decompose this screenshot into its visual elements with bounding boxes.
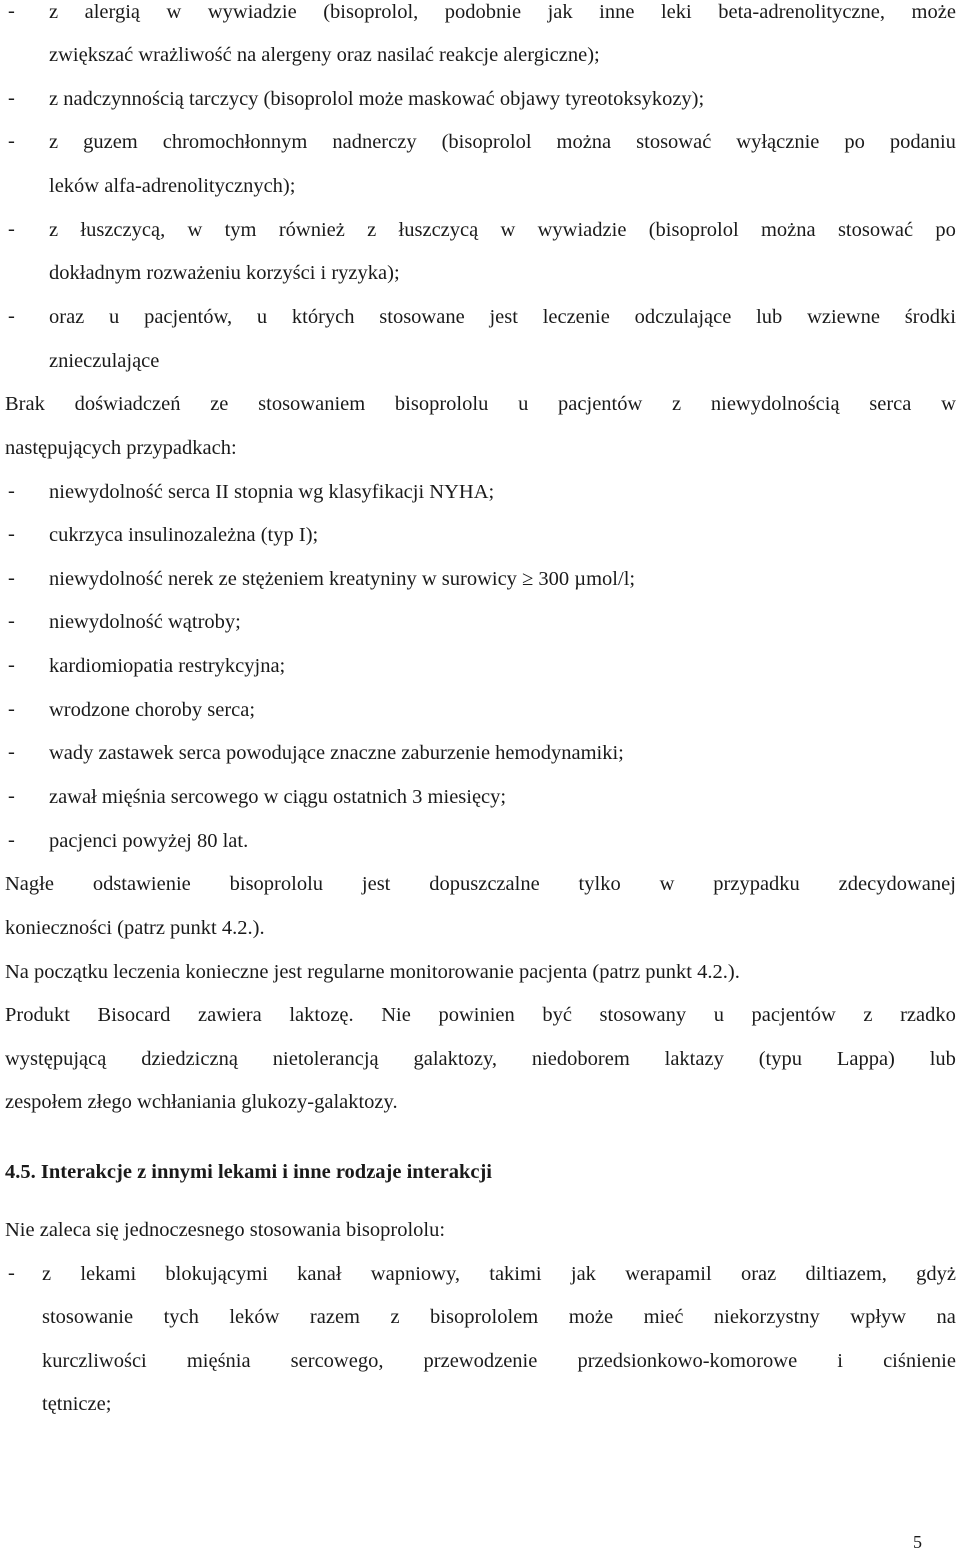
- word: nietolerancją: [272, 1048, 379, 1070]
- word: przypadku: [713, 873, 800, 895]
- word: stosowane: [379, 306, 465, 328]
- word: leczenie: [542, 306, 610, 328]
- word: wywiadzie: [537, 219, 627, 241]
- word: inne: [599, 1, 635, 23]
- list-item: niewydolność nerek ze stężeniem kreatyniny w surowicy ≥ 300 µmol/l;: [49, 568, 636, 590]
- list-dash: -: [8, 567, 15, 589]
- word: z: [42, 1263, 52, 1285]
- list-item: niewydolność serca II stopnia wg klasyfikacji NYHA;: [49, 481, 495, 503]
- list-dash: -: [8, 130, 15, 152]
- list-item-line: leków alfa-adrenolitycznych);: [49, 175, 296, 197]
- list-item: cukrzyca insulinozależna (typ I);: [49, 524, 319, 546]
- word: w: [500, 219, 516, 241]
- word: stosowany: [599, 1004, 687, 1026]
- word: po: [935, 219, 956, 241]
- word: podaniu: [889, 131, 956, 153]
- word: blokującymi: [165, 1263, 268, 1285]
- word: serca: [869, 393, 912, 415]
- word: wapniowy,: [370, 1263, 460, 1285]
- word: (bisoprolol,: [323, 1, 419, 23]
- word: nadnerczy: [332, 131, 417, 153]
- word: z: [49, 131, 59, 153]
- word: z: [672, 393, 682, 415]
- paragraph-line: [5, 1003, 956, 1027]
- word: mięśnia: [186, 1350, 251, 1372]
- word: u: [713, 1004, 724, 1026]
- list-item-line: [49, 218, 956, 242]
- word: z: [390, 1306, 400, 1328]
- word: lekami: [80, 1263, 137, 1285]
- word: występującą: [5, 1048, 107, 1070]
- word: (bisoprolol: [648, 219, 739, 241]
- word: sercowego,: [290, 1350, 384, 1372]
- word: jak: [570, 1263, 596, 1285]
- word: alergią: [84, 1, 141, 23]
- word: bisoprololem: [430, 1306, 539, 1328]
- word: podobnie: [444, 1, 522, 23]
- word: guzem: [83, 131, 138, 153]
- list-dash: -: [8, 698, 15, 720]
- word: można: [760, 219, 816, 241]
- word: Brak: [5, 393, 45, 415]
- list-dash: -: [8, 610, 15, 632]
- word: rzadko: [900, 1004, 956, 1026]
- list-dash: -: [8, 305, 15, 327]
- word: oraz: [49, 306, 85, 328]
- word: wywiadzie: [207, 1, 297, 23]
- list-dash: -: [8, 1262, 15, 1284]
- word: jest: [361, 873, 391, 895]
- word: Lappa): [836, 1048, 895, 1070]
- section-heading: 4.5. Interakcje z innymi lekami i inne rodzaje interakcji: [5, 1161, 493, 1183]
- list-item: zawał mięśnia sercowego w ciągu ostatnich 3 miesięcy;: [49, 786, 507, 808]
- word: po: [844, 131, 865, 153]
- paragraph-line: zespołem złego wchłaniania glukozy-galaktozy.: [5, 1091, 398, 1113]
- word: galaktozy,: [413, 1048, 497, 1070]
- word: chromochłonnym: [162, 131, 308, 153]
- word: doświadczeń: [74, 393, 181, 415]
- word: może: [911, 1, 956, 23]
- word: lub: [756, 306, 783, 328]
- word: laktozę.: [289, 1004, 354, 1026]
- word: w: [659, 873, 675, 895]
- word: diltiazem,: [805, 1263, 887, 1285]
- word: pacjentów: [751, 1004, 836, 1026]
- word: beta-adrenolityczne,: [718, 1, 886, 23]
- word: wpływ: [850, 1306, 907, 1328]
- word: bisoprololu: [229, 873, 324, 895]
- word: stosować: [837, 219, 914, 241]
- word: pacjentów: [558, 393, 643, 415]
- list-item-line: [49, 130, 956, 154]
- word: zawiera: [198, 1004, 262, 1026]
- list-item: niewydolność wątroby;: [49, 611, 241, 633]
- paragraph-line: [5, 392, 956, 416]
- word: laktazy: [664, 1048, 724, 1070]
- word: Nagłe: [5, 873, 54, 895]
- word: stosowanie: [42, 1306, 134, 1328]
- list-item-line: dokładnym rozważeniu korzyści i ryzyka);: [49, 262, 400, 284]
- paragraph-line: Na początku leczenia konieczne jest regularne monitorowanie pacjenta (patrz punkt 4.2.).: [5, 961, 740, 983]
- word: przedsionkowo-komorowe: [577, 1350, 798, 1372]
- word: i: [837, 1350, 843, 1372]
- word: Nie: [381, 1004, 411, 1026]
- word: lub: [929, 1048, 956, 1070]
- word: niedoborem: [531, 1048, 630, 1070]
- paragraph-line: Nie zaleca się jednoczesnego stosowania bisoprololu:: [5, 1219, 446, 1241]
- word: ze: [210, 393, 229, 415]
- word: tych: [163, 1306, 199, 1328]
- paragraph-line: następujących przypadkach:: [5, 437, 237, 459]
- word: również: [278, 219, 345, 241]
- paragraph-line: konieczności (patrz punkt 4.2.).: [5, 917, 265, 939]
- list-item-line: zwiększać wrażliwość na alergeny oraz nasilać reakcje alergiczne);: [49, 44, 600, 66]
- list-item-line: [42, 1262, 956, 1286]
- word: łuszczycą: [398, 219, 479, 241]
- list-dash: -: [8, 829, 15, 851]
- list-dash: -: [8, 480, 15, 502]
- word: dopuszczalne: [429, 873, 540, 895]
- word: w: [166, 1, 182, 23]
- word: stosowaniem: [258, 393, 366, 415]
- word: Produkt: [5, 1004, 70, 1026]
- list-dash: -: [8, 218, 15, 240]
- word: tylko: [578, 873, 621, 895]
- list-item-line: [49, 305, 956, 329]
- word: przewodzenie: [423, 1350, 538, 1372]
- word: pacjentów,: [144, 306, 233, 328]
- word: razem: [309, 1306, 360, 1328]
- word: może: [568, 1306, 614, 1328]
- word: u: [518, 393, 529, 415]
- list-dash: -: [8, 0, 15, 22]
- word: u: [109, 306, 120, 328]
- list-dash: -: [8, 785, 15, 807]
- word: w: [941, 393, 956, 415]
- list-item-line: z nadczynnością tarczycy (bisoprolol może maskować objawy tyreotoksykozy);: [49, 88, 705, 110]
- list-item: pacjenci powyżej 80 lat.: [49, 830, 249, 852]
- list-item-line: [42, 1349, 956, 1373]
- word: wziewne: [807, 306, 880, 328]
- word: w: [187, 219, 203, 241]
- word: jak: [547, 1, 573, 23]
- list-item-line: tętnicze;: [42, 1393, 112, 1415]
- word: kanał: [297, 1263, 342, 1285]
- paragraph-line: [5, 872, 956, 896]
- word: być: [542, 1004, 572, 1026]
- list-dash: -: [8, 654, 15, 676]
- list-item-line: [42, 1305, 956, 1329]
- list-item: wrodzone choroby serca;: [49, 699, 256, 721]
- list-dash: -: [8, 87, 15, 109]
- word: tym: [224, 219, 257, 241]
- word: z: [367, 219, 377, 241]
- word: niekorzystny: [713, 1306, 820, 1328]
- page-number: 5: [913, 1532, 922, 1552]
- word: takimi: [489, 1263, 542, 1285]
- word: Bisocard: [97, 1004, 171, 1026]
- word: stosować: [636, 131, 712, 153]
- word: z: [49, 1, 59, 23]
- word: ciśnienie: [883, 1350, 956, 1372]
- word: środki: [904, 306, 956, 328]
- word: których: [291, 306, 355, 328]
- list-dash: -: [8, 523, 15, 545]
- word: można: [556, 131, 612, 153]
- word: mieć: [643, 1306, 684, 1328]
- word: odstawienie: [92, 873, 191, 895]
- word: powinien: [438, 1004, 515, 1026]
- word: kurczliwości: [42, 1350, 147, 1372]
- word: leki: [660, 1, 692, 23]
- word: dziedziczną: [141, 1048, 238, 1070]
- word: gdyż: [916, 1263, 956, 1285]
- word: leków: [229, 1306, 280, 1328]
- list-item-line: [49, 0, 956, 24]
- word: werapamil: [625, 1263, 712, 1285]
- paragraph-line: [5, 1047, 956, 1071]
- word: wyłącznie: [736, 131, 820, 153]
- word: bisoprololu: [394, 393, 489, 415]
- word: u: [256, 306, 268, 328]
- word: niewydolnością: [710, 393, 840, 415]
- word: odczulające: [634, 306, 732, 328]
- list-item-line: znieczulające: [49, 350, 160, 372]
- word: z: [49, 219, 59, 241]
- list-dash: -: [8, 741, 15, 763]
- word: oraz: [740, 1263, 777, 1285]
- word: łuszczycą,: [80, 219, 166, 241]
- word: jest: [489, 306, 518, 328]
- word: na: [936, 1306, 956, 1328]
- word: (typu: [758, 1048, 802, 1070]
- word: (bisoprolol: [441, 131, 532, 153]
- word: zdecydowanej: [838, 873, 956, 895]
- list-item: wady zastawek serca powodujące znaczne zaburzenie hemodynamiki;: [49, 742, 624, 764]
- list-item: kardiomiopatia restrykcyjna;: [49, 655, 286, 677]
- word: z: [863, 1004, 873, 1026]
